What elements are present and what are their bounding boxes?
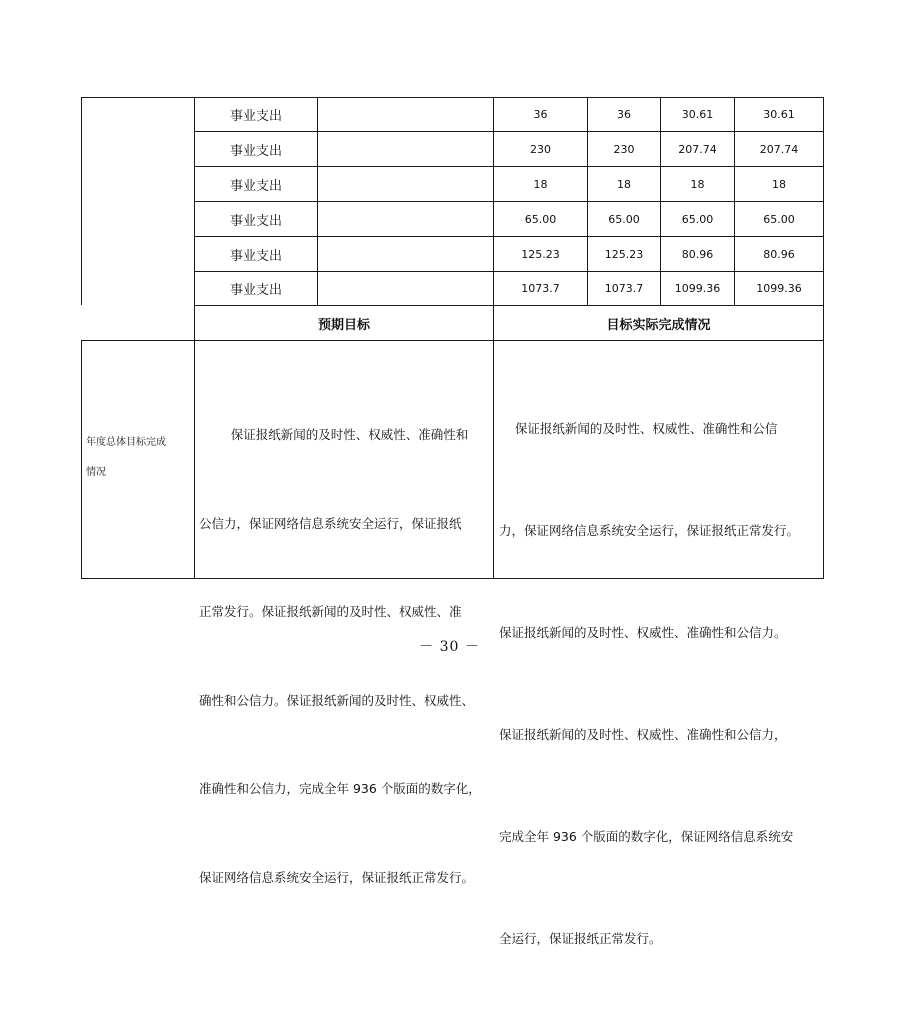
- row-3-item: 事业支出: [229, 178, 282, 194]
- row-2-value-4: 207.74: [759, 142, 799, 156]
- expected-line-6: 保证网络信息系统安全运行，保证报纸正常发行。: [199, 869, 475, 885]
- row-6-value-3: 1099.36: [674, 282, 721, 295]
- expected-goal-text: [199, 361, 481, 951]
- actual-line-4: 保证报纸新闻的及时性、权威性、准确性和公信力，: [499, 727, 787, 742]
- row-5-value-2: 125.23: [604, 247, 644, 261]
- row-6-value-4: 1099.36: [756, 282, 802, 295]
- row-4-value-3: 65.00: [681, 212, 714, 226]
- row-3-value-2: 18: [617, 177, 631, 191]
- table-border-left-lower: [81, 340, 82, 579]
- row-1-item: 事业支出: [229, 109, 282, 124]
- actual-completion-text: [499, 344, 799, 1024]
- row-5-value-1: 125.23: [521, 247, 560, 261]
- side-label-annual-goal: [86, 428, 190, 488]
- header-divider: [81, 340, 824, 341]
- row-3-value-1: 18: [533, 177, 548, 191]
- row-2-value-2: 230: [613, 142, 635, 156]
- actual-line-6: 全运行，保证报纸正常发行。: [499, 931, 662, 946]
- row-5-value-4: 80.96: [763, 247, 795, 261]
- row-3-value-3: 18: [690, 177, 705, 191]
- actual-line-3: 保证报纸新闻的及时性、权威性、准确性和公信力。: [499, 625, 787, 640]
- expected-line-5: 准确性和公信力，完成全年 936 个版面的数字化，: [199, 781, 481, 796]
- row-4-value-4: 65.00: [763, 212, 795, 226]
- row-4-value-1: 65.00: [524, 212, 557, 226]
- row-4-value-2: 65.00: [608, 212, 640, 226]
- row-2-value-1: 230: [530, 142, 551, 156]
- expected-line-4: 确性和公信力。保证报纸新闻的及时性、权威性、: [199, 692, 475, 708]
- row-6-item: 事业支出: [229, 283, 282, 298]
- row-1-value-2: 36: [617, 108, 631, 121]
- expected-line-2: 公信力，保证网络信息系统安全运行，保证报纸: [199, 515, 462, 531]
- row-6-value-2: 1073.7: [604, 282, 644, 295]
- row-5-value-3: 80.96: [681, 247, 714, 261]
- side-label-line-2: 情况: [86, 467, 106, 478]
- row-1-value-3: 30.61: [681, 108, 714, 121]
- page-number: － 30 －: [419, 639, 480, 655]
- row-5-item: 事业支出: [229, 248, 282, 264]
- actual-line-2: 力，保证网络信息系统安全运行，保证报纸正常发行。: [499, 523, 800, 538]
- row-6-value-1: 1073.7: [521, 282, 560, 295]
- table-border-right: [823, 97, 824, 579]
- expected-line-3: 正常发行。保证报纸新闻的及时性、权威性、准: [199, 604, 462, 619]
- row-2-item: 事业支出: [229, 143, 282, 159]
- row-4-item: 事业支出: [229, 213, 282, 229]
- actual-line-5: 完成全年 936 个版面的数字化，保证网络信息系统安: [499, 829, 794, 844]
- header-actual-completion: 目标实际完成情况: [606, 317, 711, 333]
- row-3-value-4: 18: [772, 177, 786, 191]
- row-1-value-4: 30.61: [763, 108, 795, 121]
- expected-line-1: 保证报纸新闻的及时性、权威性、准确性和: [199, 427, 469, 442]
- row-2-value-3: 207.74: [678, 142, 717, 156]
- header-expected-goal: 预期目标: [317, 317, 370, 333]
- table-border-left: [81, 97, 82, 305]
- actual-line-1: 保证报纸新闻的及时性、权威性、准确性和公信: [499, 421, 778, 436]
- side-label-line-1: 年度总体目标完成: [86, 437, 166, 448]
- row-1-value-1: 36: [533, 108, 548, 121]
